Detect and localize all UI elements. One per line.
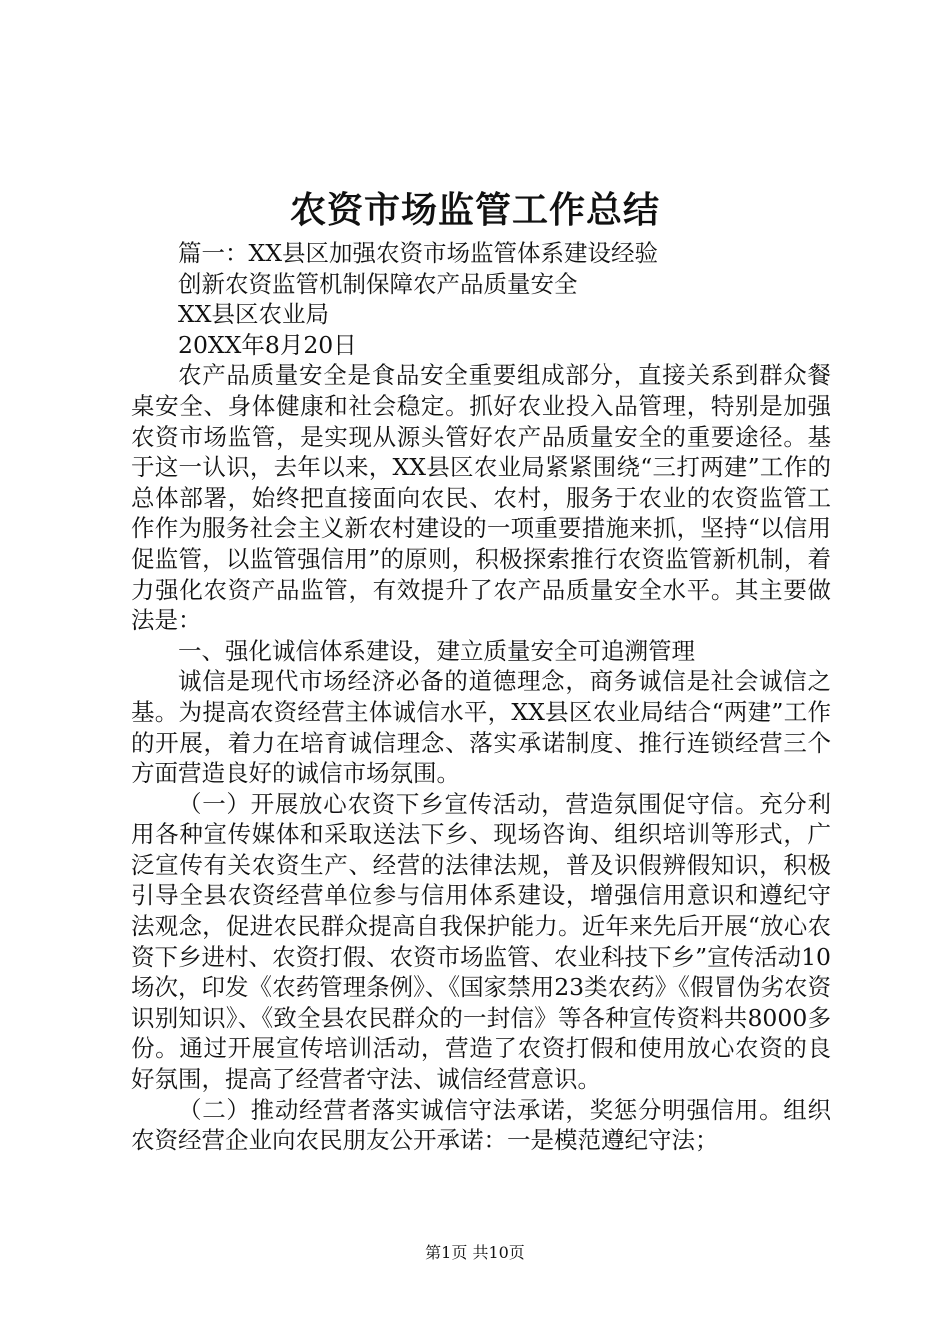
subtitle-line: 篇一：XX县区加强农资市场监管体系建设经验 xyxy=(178,239,658,267)
body-paragraph: （二）推动经营者落实诚信守法承诺，奖惩分明强信用。组织农资经营企业向农民朋友公开承诺：一是模范遵纪守法； xyxy=(131,1095,831,1155)
subtitle-line: 创新农资监管机制保障农产品质量安全 xyxy=(178,269,578,298)
page-footer: 第1页 共10页 xyxy=(425,1243,525,1262)
author-line: XX县区农业局 xyxy=(178,300,329,329)
document-title: 农资市场监管工作总结 xyxy=(289,189,660,231)
body-paragraph: 诚信是现代市场经济必备的道德理念，商务诚信是社会诚信之基。为提高农资经营主体诚信水平，XX县区农业局结合“两建”工作的开展，着力在培育诚信理念、落实承诺制度、推行连锁经营三个方面营造良好的诚信市场氛围。 xyxy=(131,667,831,788)
section-heading: 一、强化诚信体系建设，建立质量安全可追溯管理 xyxy=(178,636,695,665)
document-body xyxy=(131,238,831,1156)
body-paragraph: 农产品质量安全是食品安全重要组成部分，直接关系到群众餐桌安全、身体健康和社会稳定。抓好农业投入品管理，特别是加强农资市场监管，是实现从源头管好农产品质量安全的重要途径。基于这一认识，去年以来，XX县区农业局紧紧围绕“三打两建”工作的总体部署，始终把直接面向农民、农村，服务于农业的农资监管工作作为服务社会主义新农村建设的一项重要措施来抓，坚持“以信用促监管，以监管强信用”的原则，积极探索推行农资监管新机制，着力强化农资产品监管，有效提升了农产品质量安全水平。其主要做法是： xyxy=(131,361,831,635)
body-paragraph: （一）开展放心农资下乡宣传活动，营造氛围促守信。充分利用各种宣传媒体和采取送法下乡、现场咨询、组织培训等形式，广泛宣传有关农资生产、经营的法律法规，普及识假辨假知识，积极引导全县农资经营单位参与信用体系建设，增强信用意识和遵纪守法观念，促进农民群众提高自我保护能力。近年来先后开展“放心农资下乡进村、农资打假、农资市场监管、农业科技下乡”宣传活动10场次，印发《农药管理条例》、《国家禁用23类农药》《假冒伪劣农资识别知识》、《致全县农民群众的一封信》等各种宣传资料共8000多份。通过开展宣传培训活动，营造了农资打假和使用放心农资的良好氛围，提高了经营者守法、诚信经营意识。 xyxy=(131,789,831,1094)
date-line: 20XX年8月20日 xyxy=(178,330,357,359)
